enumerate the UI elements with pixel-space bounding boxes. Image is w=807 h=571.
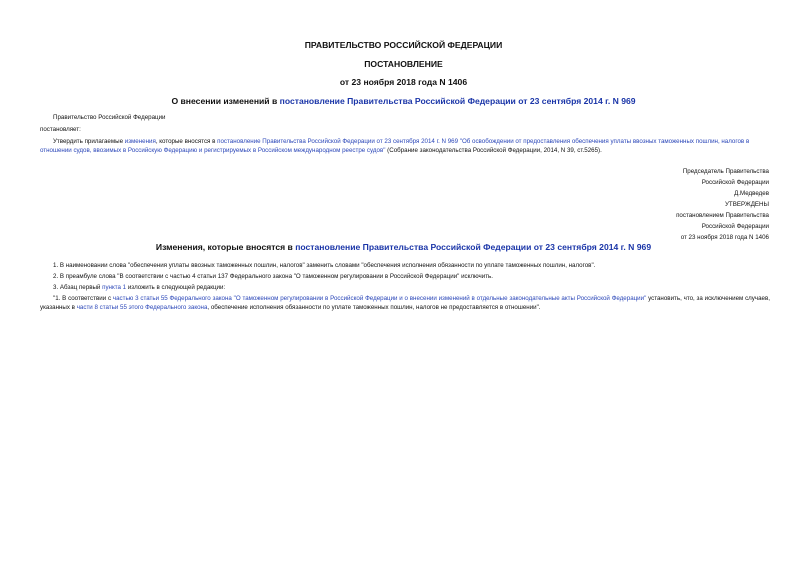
approved-line-3: Российской Федерации [701, 223, 769, 230]
quote-text-a: "1. В соответствии с [53, 295, 113, 302]
change-item-2: 2. В преамбуле слова "В соответствии с частью 4 статьи 137 Федерального закона "О таможенном регулировании в Российской Федерации" исключить. [53, 273, 493, 280]
resolution-969-link[interactable]: постановление Правительства Российской Федерации от 23 сентября 2014 г. N 969 "Об освобождении от предоставления обеспечения уплаты ввозных таможенных пошлин, налогов в отношении судов, ввозимых в Российскую Федерацию и регистрируемых в Российском международном реестре судов" [40, 138, 750, 154]
signature-name: Д.Медведев [734, 190, 769, 197]
subject-prefix: О внесении изменений в [171, 96, 280, 106]
quoted-paragraph [40, 294, 770, 312]
changes-title-prefix: Изменения, которые вносятся в [155, 242, 296, 252]
law-article-55-part-8-link[interactable]: части 8 статьи 55 этого Федерального закона [76, 304, 208, 311]
subject-link[interactable]: постановление Правительства Российской Федерации от 23 сентября 2014 г. N 969 [279, 96, 636, 106]
point-1-link[interactable]: пункта 1 [102, 284, 127, 291]
changes-title-link[interactable]: постановление Правительства Российской Федерации от 23 сентября 2014 г. N 969 [295, 242, 652, 252]
document-subject [0, 96, 807, 106]
quote-text-b: установить, что, за исключением случаев, указанных в [40, 295, 771, 311]
item3-text-b: изложить в следующей редакции: [126, 284, 226, 291]
intro-line-resolves: постановляет: [40, 126, 81, 133]
law-article-55-part-3-link[interactable]: частью 3 статьи 55 Федерального закона "О таможенном регулировании в Российской Федерации и о внесении изменений в отдельные законодательные акты Российской Федерации" [112, 295, 647, 302]
intro-text-a: Утвердить прилагаемые [53, 138, 125, 145]
item3-text-a: 3. Абзац первый [53, 284, 103, 291]
approved-line-2: постановлением Правительства [676, 212, 769, 219]
change-item-1: 1. В наименовании слова "обеспечения уплаты ввозных таможенных пошлин, налогов" заменить словами "обеспечения исполнения обязанности по уплате таможенных пошлин, налогов". [53, 262, 596, 269]
signature-line-1: Председатель Правительства [682, 168, 769, 175]
government-heading: ПРАВИТЕЛЬСТВО РОССИЙСКОЙ ФЕДЕРАЦИИ [304, 40, 503, 50]
intro-text-c: (Собрание законодательства Российской Федерации, 2014, N 39, ст.5265). [385, 147, 602, 154]
document-type-heading: ПОСТАНОВЛЕНИЕ [364, 59, 443, 69]
signature-line-2: Российской Федерации [701, 179, 769, 186]
intro-line-government: Правительство Российской Федерации [53, 114, 166, 121]
intro-text-b: , которые вносятся в [155, 138, 218, 145]
approved-label: УТВЕРЖДЕНЫ [725, 201, 769, 208]
approved-date: от 23 ноября 2018 года N 1406 [680, 234, 769, 241]
changes-title [0, 242, 807, 252]
intro-paragraph [40, 137, 770, 155]
quote-text-c: , обеспечение исполнения обязанности по уплате таможенных пошлин, налогов не предоставляется в отношении". [207, 304, 541, 311]
document-date-number: от 23 ноября 2018 года N 1406 [339, 77, 468, 87]
changes-link[interactable]: изменения [124, 138, 156, 145]
change-item-3 [53, 283, 225, 292]
